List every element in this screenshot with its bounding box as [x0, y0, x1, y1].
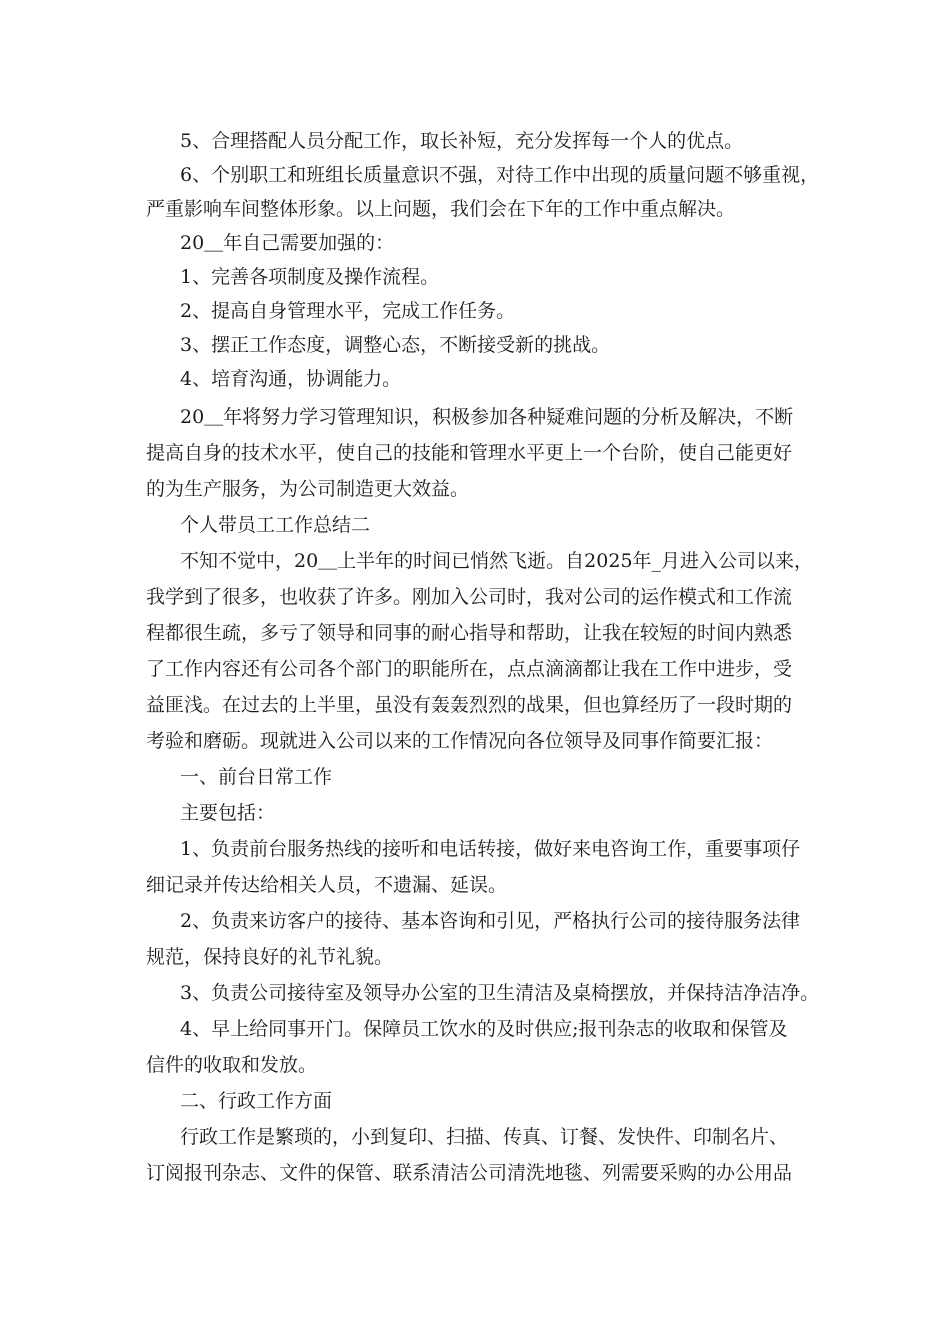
text-line: 提高自身的技术水平，使自己的技能和管理水平更上一个台阶，使自己能更好 — [146, 442, 793, 464]
text-line: 了工作内容还有公司各个部门的职能所在，点点滴滴都让我在工作中进步，受 — [146, 658, 793, 680]
text-line: 严重影响车间整体形象。以上问题，我们会在下年的工作中重点解决。 — [146, 198, 736, 220]
text-line: 1、完善各项制度及操作流程。 — [180, 266, 440, 288]
text-line: 6、个别职工和班组长质量意识不强，对待工作中出现的质量问题不够重视， — [180, 164, 820, 186]
text-line: 的为生产服务，为公司制造更大效益。 — [146, 478, 470, 500]
text-line: 2、提高自身管理水平，完成工作任务。 — [180, 300, 516, 322]
text-line: 细记录并传达给相关人员，不遗漏、延误。 — [146, 874, 508, 896]
text-line: 1、负责前台服务热线的接听和电话转接，做好来电咨询工作，重要事项仔 — [180, 838, 801, 860]
text-line: 程都很生疏，多亏了领导和同事的耐心指导和帮助，让我在较短的时间内熟悉 — [146, 622, 793, 644]
text-line: 我学到了很多，也收获了许多。刚加入公司时，我对公司的运作模式和工作流 — [146, 586, 793, 608]
text-line: 考验和磨砺。现就进入公司以来的工作情况向各位领导及同事作简要汇报： — [146, 730, 774, 752]
text-line: 3、摆正工作态度，调整心态，不断接受新的挑战。 — [180, 334, 611, 356]
section-heading: 一、前台日常工作 — [180, 766, 333, 788]
text-line: 2、负责来访客户的接待、基本咨询和引见，严格执行公司的接待服务法律 — [180, 910, 801, 932]
text-line: 规范，保持良好的礼节礼貌。 — [146, 946, 394, 968]
text-line: 5、合理搭配人员分配工作，取长补短，充分发挥每一个人的优点。 — [180, 130, 744, 152]
text-line: 4、培育沟通，协调能力。 — [180, 368, 402, 390]
section-heading: 二、行政工作方面 — [180, 1090, 333, 1112]
text-line: 行政工作是繁琐的，小到复印、扫描、传真、订餐、发快件、印制名片、 — [180, 1126, 789, 1148]
text-line: 4、早上给同事开门。保障员工饮水的及时供应;报刊杂志的收取和保管及 — [180, 1018, 788, 1040]
text-line: 信件的收取和发放。 — [146, 1054, 318, 1076]
section-heading: 个人带员工工作总结二 — [180, 514, 371, 536]
text-line: 不知不觉中，20＿上半年的时间已悄然飞逝。自2025年_月进入公司以来， — [180, 550, 814, 572]
text-line: 20＿年将努力学习管理知识，积极参加各种疑难问题的分析及解决，不断 — [180, 406, 794, 428]
text-line: 益匪浅。在过去的上半里，虽没有轰轰烈烈的战果，但也算经历了一段时期的 — [146, 694, 793, 716]
text-line: 订阅报刊杂志、文件的保管、联系清洁公司清洗地毯、列需要采购的办公用品 — [146, 1162, 793, 1184]
text-line: 3、负责公司接待室及领导办公室的卫生清洁及桌椅摆放，并保持洁净洁净。 — [180, 982, 820, 1004]
text-line: 20＿年自己需要加强的： — [180, 232, 395, 254]
text-line: 主要包括： — [180, 802, 276, 824]
